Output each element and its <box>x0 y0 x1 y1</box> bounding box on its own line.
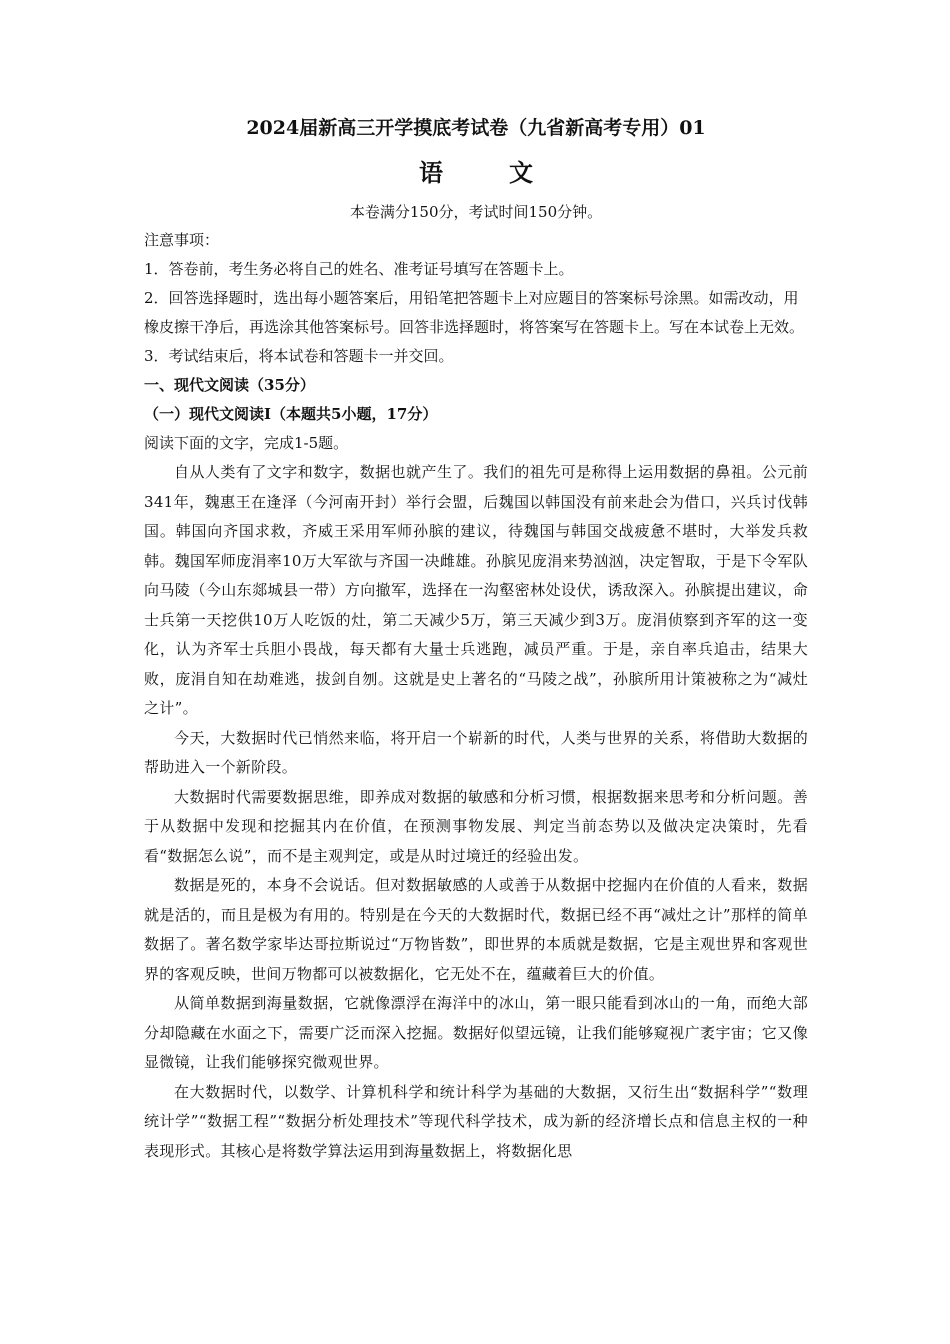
notice-item-2: 2．回答选择题时，选出每小题答案后，用铅笔把答题卡上对应题目的答案标号涂黑。如需改动，用橡皮擦干净后，再选涂其他答案标号。回答非选择题时，将答案写在答题卡上。写在本试卷上无效。 <box>144 289 805 336</box>
exam-meta: 本卷满分150分，考试时间150分钟。 <box>349 203 603 221</box>
section-heading: 一、现代文阅读（35分） <box>144 376 315 394</box>
passage-paragraph: 自从人类有了文字和数字，数据也就产生了。我们的祖先可是称得上运用数据的鼻祖。公元前341年，魏惠王在逢泽（今河南开封）举行会盟，后魏国以韩国没有前来赴会为借口，兴兵讨伐韩国。韩国向齐国求救，齐威王采用军师孙膑的建议，待魏国与韩国交战疲惫不堪时，大举发兵救韩。魏国军师庞涓率10万大军欲与齐国一决雌雄。孙膑见庞涓来势汹汹，决定智取，于是下令军队向马陵（今山东郯城县一带）方向撤军，选择在一沟壑密林处设伏，诱敌深入。孙膑提出建议，命士兵第一天挖供10万人吃饭的灶，第二天减少5万，第三天减少到3万。庞涓侦察到齐军的这一变化，认为齐军士兵胆小畏战，每天都有大量士兵逃跑，减员严重。于是，亲自率兵追击，结果大败，庞涓自知在劫难逃，拔剑自刎。这就是史上著名的“马陵之战”，孙膑所用计策被称之为“减灶之计”。 <box>144 463 808 717</box>
section-subheading: （一）现代文阅读Ⅰ（本题共5小题，17分） <box>144 405 438 423</box>
section-block <box>144 371 808 458</box>
passage-paragraph: 从简单数据到海量数据，它就像漂浮在海洋中的冰山，第一眼只能看到冰山的一角，而绝大部分却隐藏在水面之下，需要广泛而深入挖掘。数据好似望远镜，让我们能够窥视广袤宇宙；它又像显微镜，让我们能够探究微观世界。 <box>144 994 808 1071</box>
reading-instruction: 阅读下面的文字，完成1-5题。 <box>144 434 349 452</box>
passage-paragraph: 大数据时代需要数据思维，即养成对数据的敏感和分析习惯，根据数据来思考和分析问题。善于从数据中发现和挖掘其内在价值，在预测事物发展、判定当前态势以及做决定决策时，先看看“数据怎么说”，而不是主观判定，或是从时过境迁的经验出发。 <box>144 787 808 865</box>
passage-paragraph: 在大数据时代，以数学、计算机科学和统计科学为基础的大数据，又衍生出“数据科学”“数理统计学”“数据工程”“数据分析处理技术”等现代科学技术，成为新的经济增长点和信息主权的一种表现形式。其核心是将数学算法运用到海量数据上，将数据化思 <box>144 1082 808 1160</box>
notice-item-3: 3．考试结束后，将本试卷和答题卡一并交回。 <box>144 347 454 365</box>
notice-block <box>144 226 808 371</box>
exam-page <box>144 114 808 1166</box>
passage-paragraph: 今天，大数据时代已悄然来临，将开启一个崭新的时代，人类与世界的关系，将借助大数据的帮助进入一个新阶段。 <box>144 728 808 776</box>
passage-paragraph: 数据是死的，本身不会说话。但对数据敏感的人或善于从数据中挖掘内在价值的人看来，数据就是活的，而且是极为有用的。特别是在今天的大数据时代，数据已经不再“减灶之计”那样的简单数据了。著名数学家毕达哥拉斯说过“万物皆数”，即世界的本质就是数据，它是主观世界和客观世界的客观反映，世间万物都可以被数据化，它无处不在，蕴藏着巨大的价值。 <box>144 876 808 983</box>
notice-item-1: 1．答卷前，考生务必将自己的姓名、准考证号填写在答题卡上。 <box>144 260 574 278</box>
notice-heading: 注意事项： <box>144 231 220 249</box>
subject-title: 语文 <box>419 158 599 187</box>
exam-title: 2024届新高三开学摸底考试卷（九省新高考专用）01 <box>246 117 706 139</box>
reading-passage <box>144 458 808 1166</box>
